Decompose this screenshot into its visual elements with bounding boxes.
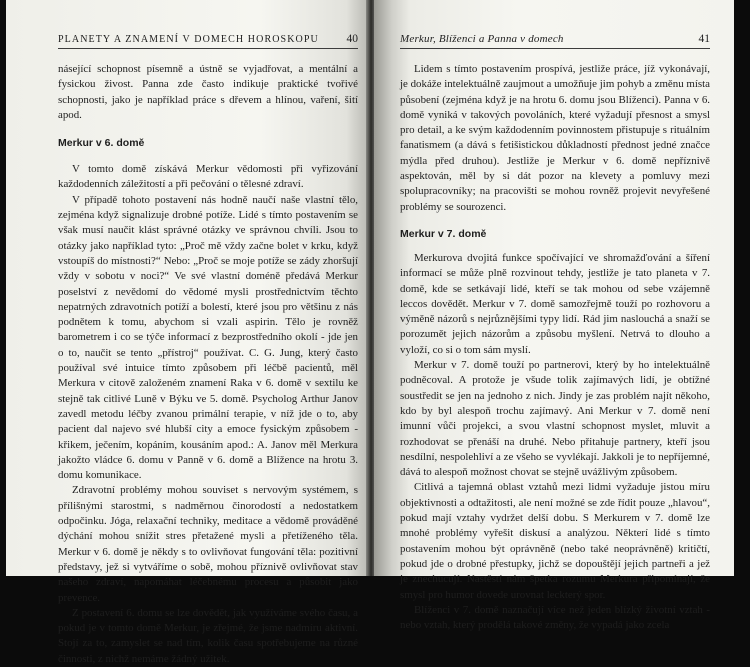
left-paragraph: V případě tohoto postavení nás hodně naučí naše vlastní tělo, zejména když signalizuje drobné potíže. Lidé s tímto postavením se však musí naučit klást správné otázky ve správnou chvíli. Jsou to otázky jako například tyto: „Proč mě vždy začne bolet v krku, když vstoupíš do místnosti?“ Nebo: „Proč se moje potíže se zády zhoršují vždy v sobotu v noci?“ Ve své vlastní doméně předává Merkur poselství z nevědomí do vědomé mysli prostřednictvím těchto nepatrných zdravotních potíží a bolestí, které jsou pro většinu z nás podnětem k tomu, abychom si vzali aspirin. Tělo je rovněž barometrem i co se týče informací z bezprostředního okolí - jde jen o to, naučit se tento „přístroj“ používat. C. G. Jung, který často používal své intuice tímto způsobem při léčbě pacientů, měl Merkura v citově založeném znamení Raka v 6. domě v sextilu ke stejně tak citlivé Luně v Býku ve 5. domě. Psycholog Arthur Janov zavedl metodu léčby zvanou primální terapie, v níž jde o to, aby pacient dal najevo své hlubší city a emoce fysickým způsobem - křikem, ječením, kopáním, kousáním apod.: A. Janov měl Merkura jakožto vládce 6. domu v Panně v 6. domě a Blížence na hrotu 3. domu komunikace. [58, 193, 358, 482]
right-intro-paragraph: Lidem s tímto postavením prospívá, jestliže práce, jíž vykonávají, je dokáže intelektuálně zaujmout a umožňuje jim pohyb a změnu místa působení (zejména když je na hrotu 6. domu jsou Blíženci). Panna v 6. domě vyniká v takových povoláních, které vyžadují přesnost a smysl pro detail, a ke svým každodenním povinnostem přistupuje s rituálním fanatismem (a dává s fetišistickou důkladností přednost jedné značce mýdla před druhou). Jestliže je Merkur v 6. domě nepříznivě aspektován, měl by si dát pozor na klevety a pomluvy mezi spolupracovníky; na pracovišti se mohou rovněž projevit nevyřešené problémy se sourozenci. [400, 63, 710, 213]
left-page-number: 40 [346, 33, 358, 45]
dark-background-edge [734, 0, 750, 576]
left-paragraph: Z postavení 6. domu se lze dovědět, jak využíváme svého času, a pokud je v tomto domě Merkur, je zřejmé, že jsme nadmíru aktivní. Stojí za to, zamyslet se nad tím, kolik času spotřebujeme na různé činnosti, z nichž nemáme žádný užitek. [58, 606, 358, 665]
right-page-number: 41 [698, 33, 710, 45]
right-paragraph: Citlivá a tajemná oblast vztahů mezi lidmi vyžaduje jistou míru objektivnosti a odtažitosti, ale není možné se zde řídit pouze „hlavou“, pokud mají vztahy vydržet delší dobu. S Merkurem v 7. domě lze mnohé problémy vyřešit diskusí a analýzou. Některí lidé s tímto postavením mohou být oprávněně (nebo také neoprávněně) kritičtí, pokud jde o drobné přestupky, jichž se dopouštějí jejich partneři a jež je znechucují. Nastěstí nám špetka rozumu Merkura připomínají, že smysl pro humor dovede urovnat leckterý spor. [400, 481, 710, 601]
right-paragraph: Merkurova dvojitá funkce spočívající ve shromažďování a šíření informací se může plně rozvinout tehdy, jestliže je tato planeta v 7. domě, kde se setkávají lidé, kteří se tak mohou od sebe vzájemně leccos dovědět. Merkur v 7. domě samozřejmě touží po rozhovoru a výměně názorů s nejrůznějšími typy lidí. Rád jim naslouchá a snaží se porozumět jejich názorům a způsobu myšlení. Netrvá to dlouho a vyloží, co si o tom sám myslí. [400, 251, 710, 356]
left-intro-paragraph: násející schopnost písemně a ústně se vyjadřovat, a mentální a fysickou živost. Panna zde často indikuje praktické tvořivé schopnosti, jako je například práce s dřevem a hlínou, vaření, šití apod. [58, 63, 358, 121]
left-page [6, 0, 368, 665]
left-section-heading: Merkur v 6. domě [58, 137, 145, 150]
right-section-heading: Merkur v 7. domě [400, 227, 487, 240]
right-running-header [400, 33, 710, 49]
left-paragraph: V tomto domě získává Merkur vědomosti při vyřizování každodenních záležitostí a při pečování o tělesné zdraví. [58, 163, 358, 191]
right-paragraph: Merkur v 7. domě touží po partnerovi, který by ho intelektuálně podněcoval. A protože je všude tolik zajímavých lidí, je obtížné soustředit se jen na jednoho z nich. Jindy je zas problém najít někoho, kdo by byl alespoň trochu zajímavý. Ani Merkur v 7. domě není imunní vůči projekci, a svou vlastní schopnost myslet, mluvit a rozhodovat se přenáší na druhé. Nebo přitahuje partnery, kteří jsou nesdílní, nespolehliví a ze všeho se vyvlékají. Jakkoli je to nepříjemné, dává to alespoň možnost chovat se stejně uvážlivým způsobem. [400, 359, 710, 479]
left-running-header [58, 33, 358, 49]
left-running-title: PLANETY A ZNAMENÍ V DOMECH HOROSKOPU [58, 34, 319, 45]
right-paragraph: Blíženci v 7. domě naznačují více než jeden blízký životní vztah - nebo vztah, který prodělá takové změny, že vypadá jako zcela [400, 603, 710, 632]
left-paragraph: Zdravotní problémy mohou souviset s nervovým systémem, s přílišnými starostmi, s nadměrnou činorodostí a nedostatkem odpočinku. Jóga, relaxační techniky, meditace a vědomě prováděné dýchání mohou snížit stres přetažené mysli a přetíženého těla. Merkur v 6. domě je někdy s to ovlivňovat fungování těla: pozitivní představy, jež si vytváříme o sobě, mohou příznivě ovlivňovat stav našeho zdraví, napomáhat léčebnému procesu a působit jako prevence. [58, 484, 358, 604]
right-running-title: Merkur, Blíženci a Panna v domech [400, 33, 564, 45]
right-page [374, 0, 734, 632]
